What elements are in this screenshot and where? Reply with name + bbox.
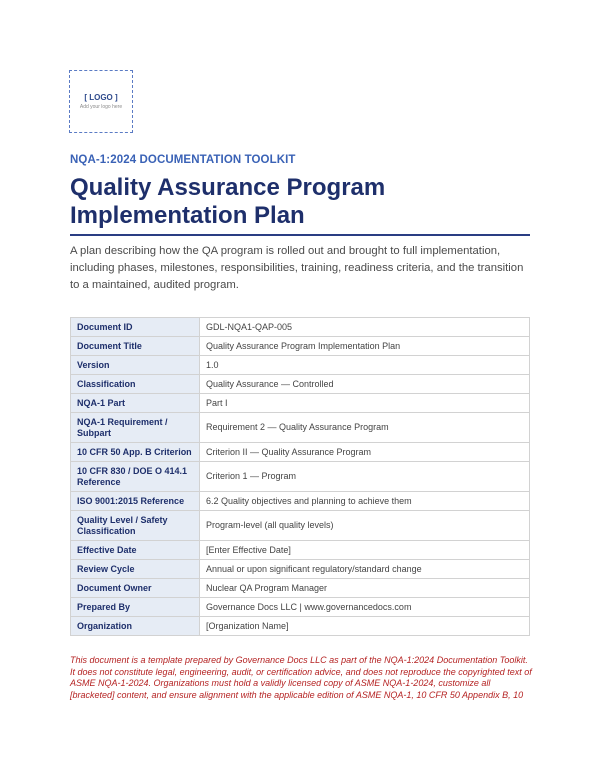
- table-row: [71, 492, 530, 511]
- metadata-key: Document ID: [71, 318, 200, 337]
- metadata-value: 6.2 Quality objectives and planning to achieve them: [200, 492, 530, 511]
- logo-subtitle: Add your logo here: [79, 103, 123, 110]
- metadata-value: Requirement 2 — Quality Assurance Program: [200, 413, 530, 443]
- metadata-key: Classification: [71, 375, 200, 394]
- metadata-value: GDL-NQA1-QAP-005: [200, 318, 530, 337]
- metadata-key: 10 CFR 830 / DOE O 414.1 Reference: [71, 462, 200, 492]
- metadata-value: Quality Assurance Program Implementation Plan: [200, 337, 530, 356]
- table-row: [71, 413, 530, 443]
- title-divider: [70, 234, 530, 236]
- metadata-key: Organization: [71, 617, 200, 636]
- metadata-key: Document Owner: [71, 579, 200, 598]
- metadata-value: 1.0: [200, 356, 530, 375]
- table-row: [71, 617, 530, 636]
- table-row: [71, 375, 530, 394]
- metadata-key: NQA-1 Part: [71, 394, 200, 413]
- table-row: [71, 462, 530, 492]
- document-title: Quality Assurance Program Implementation Plan: [70, 174, 386, 229]
- toolkit-kicker: NQA-1:2024 DOCUMENTATION TOOLKIT: [70, 154, 296, 166]
- metadata-value: Program-level (all quality levels): [200, 511, 530, 541]
- table-row: [71, 541, 530, 560]
- metadata-value: [Organization Name]: [200, 617, 530, 636]
- table-row: [71, 394, 530, 413]
- metadata-key: Prepared By: [71, 598, 200, 617]
- table-row: [71, 511, 530, 541]
- metadata-value: [Enter Effective Date]: [200, 541, 530, 560]
- metadata-key: Effective Date: [71, 541, 200, 560]
- metadata-key: 10 CFR 50 App. B Criterion: [71, 443, 200, 462]
- metadata-value: Criterion 1 — Program: [200, 462, 530, 492]
- metadata-value: Part I: [200, 394, 530, 413]
- metadata-value: Annual or upon significant regulatory/standard change: [200, 560, 530, 579]
- table-row: [71, 356, 530, 375]
- metadata-key: Document Title: [71, 337, 200, 356]
- metadata-value: Quality Assurance — Controlled: [200, 375, 530, 394]
- logo-title: [ LOGO ]: [84, 92, 118, 102]
- metadata-key: Quality Level / Safety Classification: [71, 511, 200, 541]
- document-metadata-table: [70, 317, 530, 636]
- metadata-value: Criterion II — Quality Assurance Program: [200, 443, 530, 462]
- metadata-value: Nuclear QA Program Manager: [200, 579, 530, 598]
- table-row: [71, 443, 530, 462]
- metadata-value: Governance Docs LLC | www.governancedocs.com: [200, 598, 530, 617]
- metadata-key: Review Cycle: [71, 560, 200, 579]
- metadata-key: Version: [71, 356, 200, 375]
- intro-paragraph: A plan describing how the QA program is rolled out and brought to full implementation, including phases, milestones, responsibilities, training, readiness criteria, and the transition to a maintained, audited program.: [70, 245, 524, 291]
- disclaimer-text: This document is a template prepared by Governance Docs LLC as part of the NQA-1:2024 Documentation Toolkit. It does not constitute legal, engineering, audit, or certification advice, and does not reproduce the copyrighted text of ASME NQA-1-2024. Organizations must hold a validly licensed copy of ASME NQA-1-2024, customize all [bracketed] content, and ensure alignment with the applicable edition of ASME NQA-1, 10 CFR 50 Appendix B, 10: [70, 655, 532, 700]
- metadata-key: ISO 9001:2015 Reference: [71, 492, 200, 511]
- table-row: [71, 579, 530, 598]
- table-row: [71, 560, 530, 579]
- table-row: [71, 598, 530, 617]
- table-row: [71, 337, 530, 356]
- metadata-key: NQA-1 Requirement / Subpart: [71, 413, 200, 443]
- logo-placeholder: [69, 70, 133, 133]
- table-row: [71, 318, 530, 337]
